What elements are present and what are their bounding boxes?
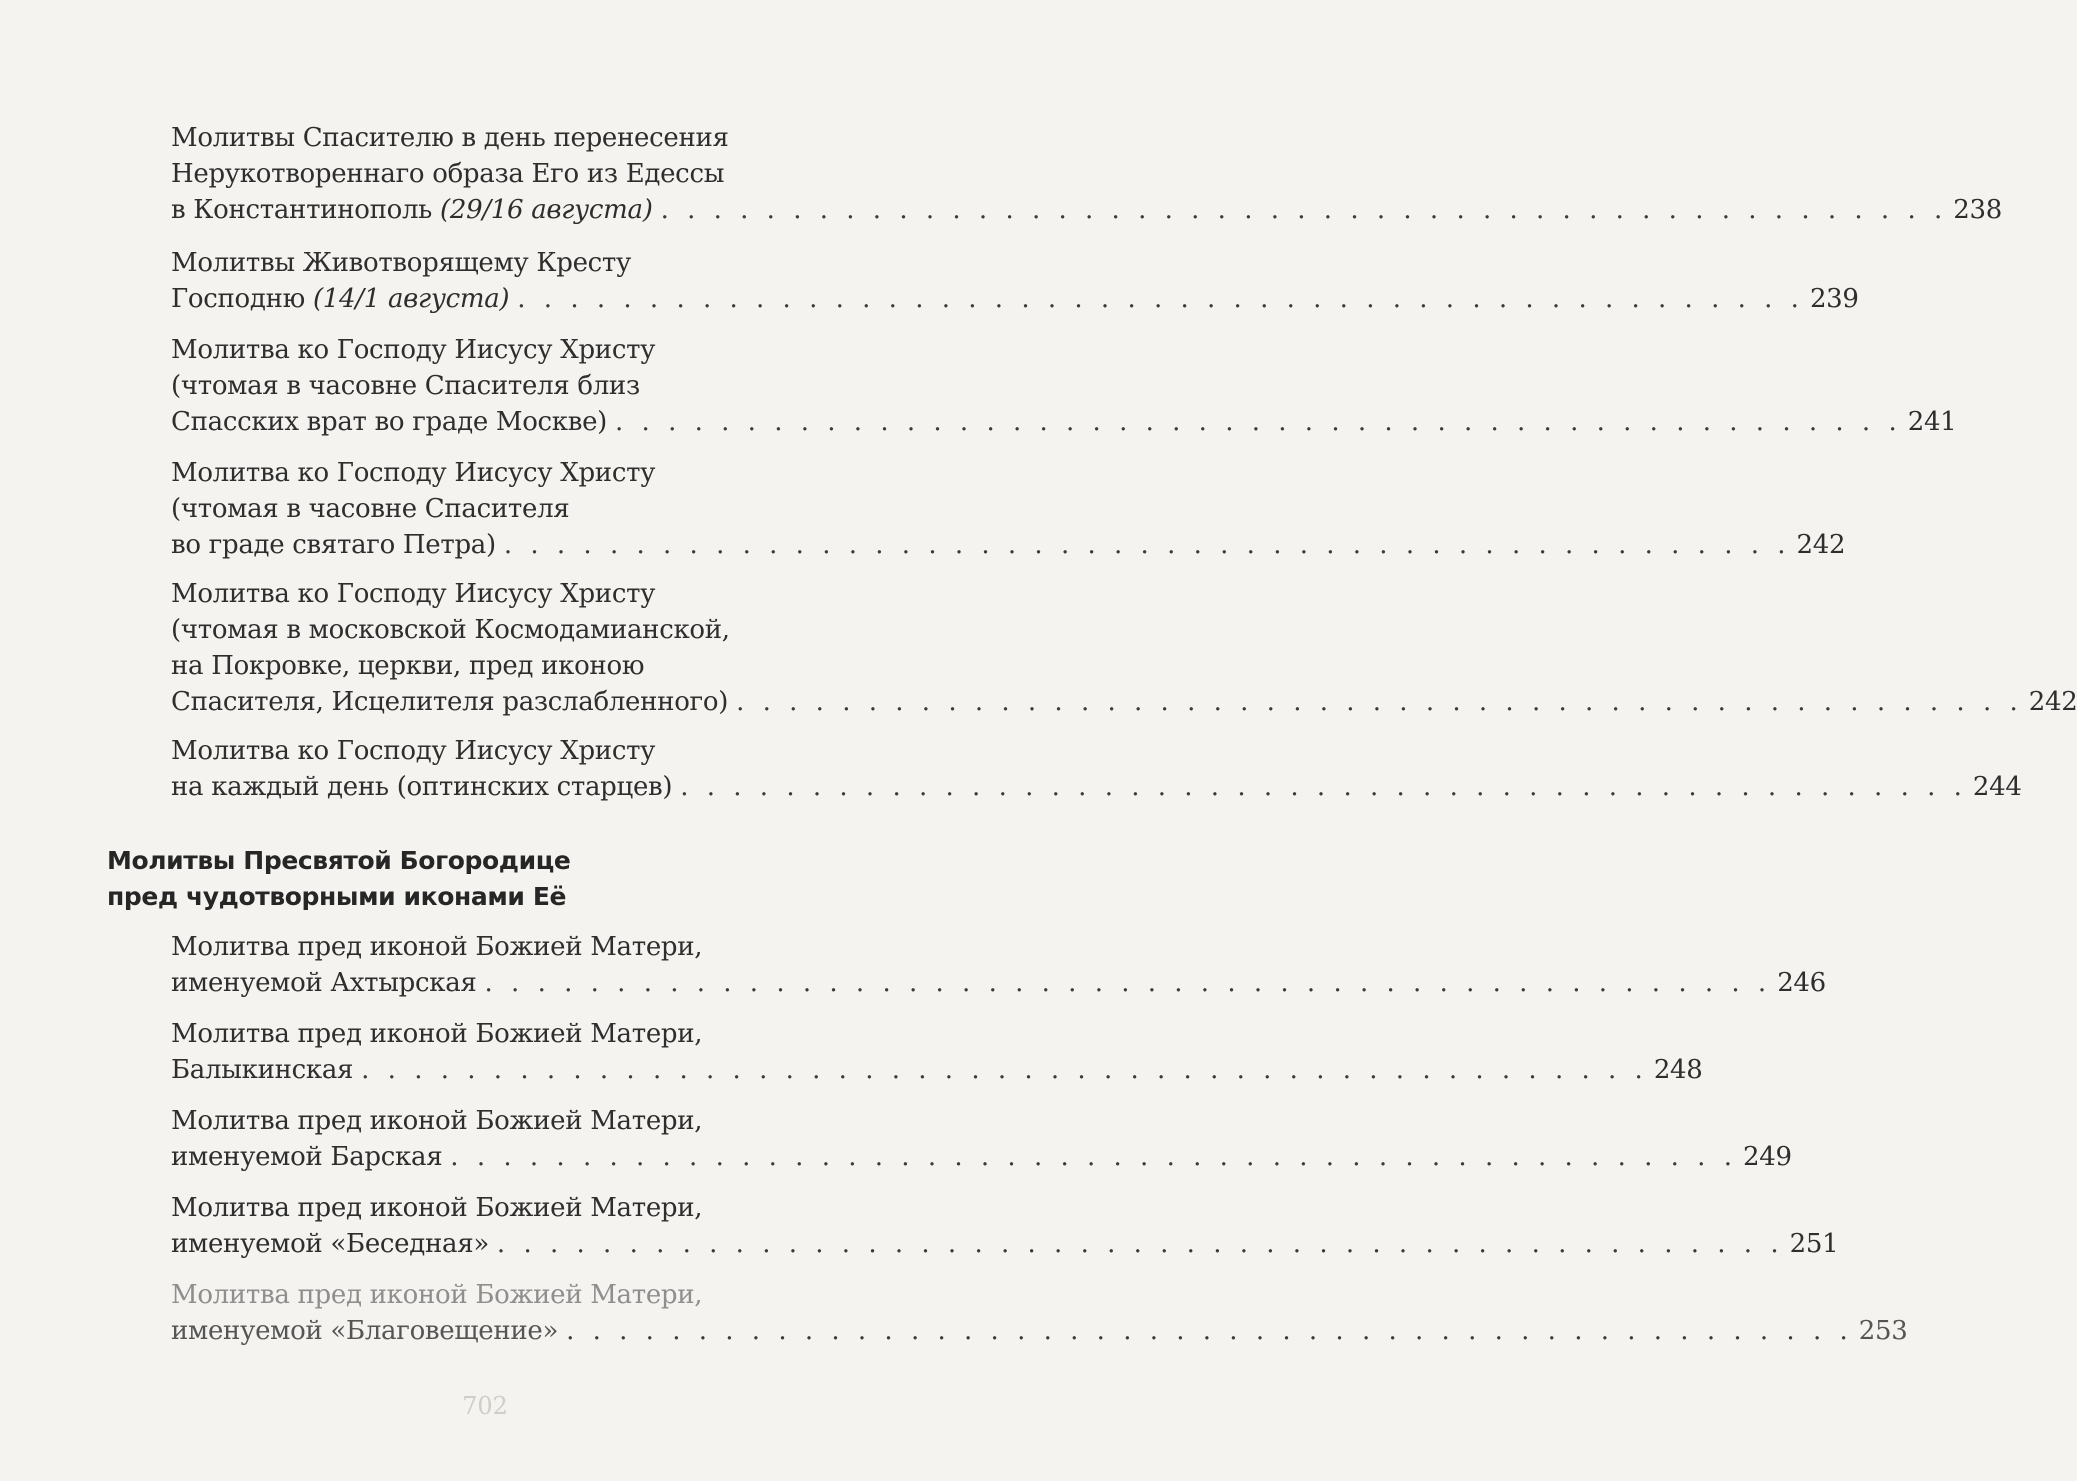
dot-leader: . . . . . . . . . . . . . . . . . . . . . . . . . . . . . . . . . . . . . . . . . . . . . . . . . — [660, 195, 1948, 225]
toc-entry-line: Молитва пред иконой Божией Матери, — [171, 932, 703, 962]
toc-entry-last-line — [171, 281, 1859, 317]
toc-entry-text: на каждый день (оптинских старцев) — [171, 772, 673, 802]
toc-entry-line: Молитва пред иконой Божией Матери, — [171, 1106, 703, 1136]
toc-entry-line: Молитва пред иконой Божией Матери, — [171, 1019, 703, 1049]
toc-entry-last-line — [171, 684, 2077, 720]
dot-leader: . . . . . . . . . . . . . . . . . . . . . . . . . . . . . . . . . . . . . . . . . . . . . . . . . — [517, 284, 1804, 314]
toc-entry-line: Молитва пред иконой Божией Матери, — [171, 1280, 703, 1310]
toc-entry-date: (14/1 августа) — [312, 284, 510, 314]
toc-entry — [171, 455, 1846, 563]
dot-leader: . . . . . . . . . . . . . . . . . . . . . . . . . . . . . . . . . . . . . . . . . . . . . . . . . — [503, 530, 1791, 560]
toc-page-number: 239 — [1809, 284, 1859, 314]
toc-entry-last-line — [171, 527, 1846, 563]
dot-leader: . . . . . . . . . . . . . . . . . . . . . . . . . . . . . . . . . . . . . . . . . . . . . . . . . — [496, 1229, 1784, 1259]
toc-entry-text: Господню (14/1 августа) — [171, 284, 510, 314]
toc-entry-text: именуемой «Беседная» — [171, 1229, 489, 1259]
toc-entry-text: Спасителя, Исцелителя разслабленного) — [171, 687, 729, 717]
toc-entry — [171, 332, 1957, 440]
toc-entry — [171, 733, 2022, 805]
dot-leader: . . . . . . . . . . . . . . . . . . . . . . . . . . . . . . . . . . . . . . . . . . . . . . . . . — [615, 407, 1902, 437]
toc-page-number: 246 — [1777, 968, 1826, 998]
dot-leader: . . . . . . . . . . . . . . . . . . . . . . . . . . . . . . . . . . . . . . . . . . . . . . . . . — [736, 687, 2023, 717]
toc-entry-date: (29/16 августа) — [440, 195, 653, 225]
toc-page-number: 242 — [1796, 530, 1846, 560]
dot-leader: . . . . . . . . . . . . . . . . . . . . . . . . . . . . . . . . . . . . . . . . . . . . . . . . . — [361, 1055, 1648, 1085]
toc-entry-line: Молитва пред иконой Божией Матери, — [171, 1193, 703, 1223]
toc-page-number: 249 — [1742, 1142, 1792, 1172]
toc-entry — [171, 1277, 1908, 1349]
toc-entry-text: Спасских врат во граде Москве) — [171, 407, 608, 437]
toc-entry-line: Нерукотвореннаго образа Его из Едессы — [171, 159, 725, 189]
toc-entry-last-line — [171, 1052, 1703, 1088]
toc-page-number: 242 — [2028, 687, 2077, 717]
toc-entry-last-line — [171, 769, 2022, 805]
toc-entry — [171, 1103, 1792, 1175]
section-heading-line2: пред чудотворными иконами Её — [107, 882, 567, 911]
toc-entry-line: (чтомая в часовне Спасителя — [171, 494, 570, 524]
toc-entry-text: в Константинополь (29/16 августа) — [171, 195, 653, 225]
toc-entry-text: именуемой «Благовещение» — [171, 1316, 559, 1346]
dot-leader: . . . . . . . . . . . . . . . . . . . . . . . . . . . . . . . . . . . . . . . . . . . . . . . . . — [484, 968, 1772, 998]
toc-entry-last-line — [171, 965, 1826, 1001]
toc-entry — [171, 120, 2002, 228]
dot-leader: . . . . . . . . . . . . . . . . . . . . . . . . . . . . . . . . . . . . . . . . . . . . . . . . . — [566, 1316, 1853, 1346]
toc-entry — [171, 1190, 1839, 1262]
toc-entry-line: Молитва ко Господу Иисусу Христу — [171, 736, 656, 766]
toc-page-number: 241 — [1907, 407, 1957, 437]
dot-leader: . . . . . . . . . . . . . . . . . . . . . . . . . . . . . . . . . . . . . . . . . . . . . . . . . — [680, 772, 1967, 802]
toc-entry-text: Балыкинская — [171, 1055, 354, 1085]
toc-entry-last-line — [171, 192, 2002, 228]
toc-entry-line: Молитва ко Господу Иисусу Христу — [171, 335, 656, 365]
toc-entry-last-line — [171, 1139, 1792, 1175]
page-number: 702 — [462, 1392, 508, 1420]
toc-entry-line: на Покровке, церкви, пред иконою — [171, 651, 645, 681]
toc-entry-text: во граде святаго Петра) — [171, 530, 496, 560]
toc-entry-line: Молитвы Спасителю в день перенесения — [171, 123, 729, 153]
toc-entry-line: (чтомая в московской Космодамианской, — [171, 615, 730, 645]
toc-page-number: 238 — [1953, 195, 2002, 225]
toc-page-number: 248 — [1653, 1055, 1703, 1085]
toc-entry-text: именуемой Барская — [171, 1142, 443, 1172]
toc-entry — [171, 1016, 1703, 1088]
toc-entry-line: Молитва ко Господу Иисусу Христу — [171, 458, 656, 488]
toc-entry-line: Молитва ко Господу Иисусу Христу — [171, 579, 656, 609]
toc-entry-last-line — [171, 1226, 1839, 1262]
toc-page-number: 253 — [1858, 1316, 1908, 1346]
toc-page-number: 251 — [1789, 1229, 1839, 1259]
dot-leader: . . . . . . . . . . . . . . . . . . . . . . . . . . . . . . . . . . . . . . . . . . . . . . . . . — [450, 1142, 1737, 1172]
section-heading-line1: Молитвы Пресвятой Богородице — [107, 846, 571, 875]
toc-entry-last-line — [171, 404, 1957, 440]
toc-entry-line: Молитвы Животворящему Кресту — [171, 248, 631, 278]
toc-entry — [171, 245, 1859, 317]
toc-entry-text: именуемой Ахтырская — [171, 968, 477, 998]
toc-entry — [171, 576, 2077, 720]
toc-entry-line: (чтомая в часовне Спасителя близ — [171, 371, 640, 401]
toc-entry-last-line — [171, 1313, 1908, 1349]
toc-entry — [171, 929, 1826, 1001]
toc-page-number: 244 — [1972, 772, 2022, 802]
